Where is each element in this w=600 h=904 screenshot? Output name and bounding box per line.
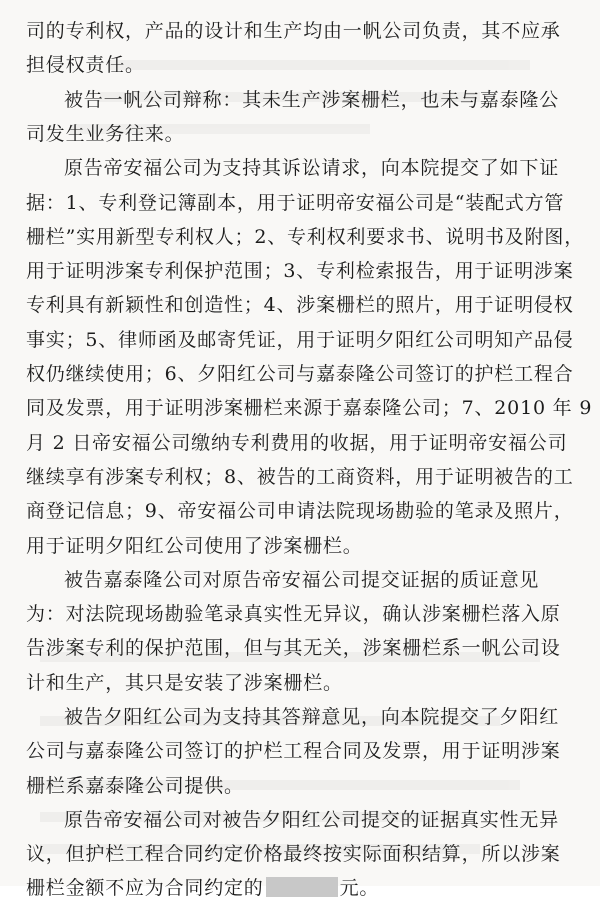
text-line: 权仍继续使用；6、夕阳红公司与嘉泰隆公司签订的护栏工程合 xyxy=(26,363,574,385)
text-line: 议，但护栏工程合同约定价格最终按实际面积结算，所以涉案 xyxy=(26,843,561,865)
text-line: 栅栏”实用新型专利权人；2、专利权利要求书、说明书及附图， xyxy=(26,226,585,248)
text-line: 同及发票，用于证明涉案栅栏来源于嘉泰隆公司；7、2010 年 9 xyxy=(26,397,593,419)
text-line: 栅栏系嘉泰隆公司提供。 xyxy=(26,775,244,797)
text-line: 告涉案专利的保护范围，但与其无关，涉案栅栏系一帆公司设 xyxy=(26,637,561,659)
text-line: 用于证明夕阳红公司使用了涉案栅栏。 xyxy=(26,535,363,557)
text-line: 商登记信息；9、帝安福公司申请法院现场勘验的笔录及照片， xyxy=(26,500,574,522)
text-line: 为：对法院现场勘验笔录真实性无异议，确认涉案栅栏落入原 xyxy=(26,603,561,625)
text-line: 据：1、专利登记簿副本，用于证明帝安福公司是“装配式方管 xyxy=(26,192,565,214)
text-line: 专利具有新颖性和创造性；4、涉案栅栏的照片，用于证明侵权 xyxy=(26,294,574,316)
paragraph-first-line: 被告夕阳红公司为支持其答辩意见，向本院提交了夕阳红 xyxy=(64,706,560,728)
paragraph-first-line: 被告一帆公司辩称：其未生产涉案栅栏，也未与嘉泰隆公 xyxy=(64,89,560,111)
text-line: 继续享有涉案专利权；8、被告的工商资料，用于证明被告的工 xyxy=(26,466,574,488)
paragraph-first-line: 原告帝安福公司为支持其诉讼请求，向本院提交了如下证 xyxy=(64,157,560,179)
text-line: 事实；5、律师函及邮寄凭证，用于证明夕阳红公司明知产品侵 xyxy=(26,329,574,351)
text-line: 用于证明涉案专利保护范围；3、专利检索报告，用于证明涉案 xyxy=(26,260,574,282)
paragraph-first-line: 原告帝安福公司对被告夕阳红公司提交的证据真实性无异 xyxy=(64,809,560,831)
text-line: 担侵权责任。 xyxy=(26,54,145,76)
paragraph-first-line: 被告嘉泰隆公司对原告帝安福公司提交证据的质证意见 xyxy=(64,569,540,591)
text-line: 公司与嘉泰隆公司签订的护栏工程合同及发票，用于证明涉案 xyxy=(26,740,561,762)
text-line: 月 2 日帝安福公司缴纳专利费用的收据，用于证明帝安福公司 xyxy=(26,432,568,454)
final-line-text: 栅栏金额不应为合同约定的 xyxy=(26,877,264,899)
text-line: 司发生业务往来。 xyxy=(26,123,185,145)
redacted-amount xyxy=(266,877,338,897)
text-line: 计和生产，其只是安装了涉案栅栏。 xyxy=(26,672,343,694)
final-line-suffix: 元。 xyxy=(339,877,380,899)
text-line: 司的专利权，产品的设计和生产均由一帆公司负责，其不应承 xyxy=(26,20,561,42)
text-line-final xyxy=(0,872,600,904)
